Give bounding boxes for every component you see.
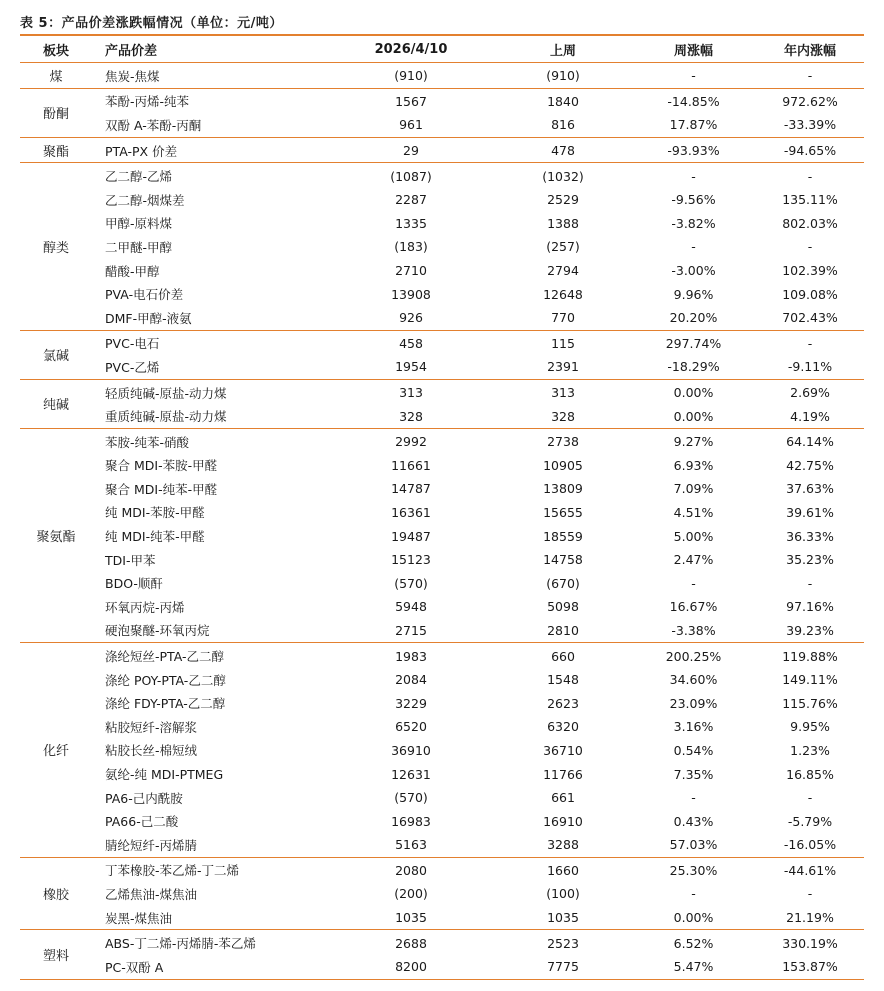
cell-weekly-change: -9.56% xyxy=(671,192,716,208)
cell-product: PA6-己内酰胺 xyxy=(105,790,183,806)
cell-product: PVA-电石价差 xyxy=(105,287,184,303)
cell-product: 乙二醇-烟煤差 xyxy=(105,192,185,208)
sector-group xyxy=(20,380,864,429)
cell-current: (570) xyxy=(394,575,428,591)
table-row xyxy=(92,282,864,306)
sector-name: 酚酮 xyxy=(42,107,69,123)
cell-product: 纯 MDI-纯苯-甲醛 xyxy=(105,529,205,545)
cell-product: 轻质纯碱-原盐-动力煤 xyxy=(105,385,227,401)
cell-ytd-change: 119.88% xyxy=(782,648,838,664)
sector-group xyxy=(20,643,864,857)
cell-current: 1335 xyxy=(395,215,427,231)
cell-last-week: 115 xyxy=(551,335,575,351)
cell-weekly-change: 7.35% xyxy=(673,766,714,782)
cell-current: 12631 xyxy=(391,766,431,782)
spread-table xyxy=(20,34,864,980)
table-row xyxy=(92,477,864,501)
cell-current: 16361 xyxy=(391,504,431,520)
table-row xyxy=(92,739,864,763)
table-row xyxy=(92,454,864,478)
cell-weekly-change: 0.54% xyxy=(673,742,714,758)
sector-name: 醇类 xyxy=(42,240,69,256)
cell-weekly-change: 9.96% xyxy=(673,286,714,302)
cell-product: 二甲醚-甲醇 xyxy=(105,239,173,255)
cell-product: 硬泡聚醚-环氧丙烷 xyxy=(105,623,210,639)
cell-ytd-change: 2.69% xyxy=(790,385,830,401)
table-row xyxy=(92,381,864,405)
cell-weekly-change: 9.27% xyxy=(673,434,714,450)
cell-ytd-change: 9.95% xyxy=(790,719,830,735)
sector-rows xyxy=(92,63,864,88)
cell-weekly-change: - xyxy=(691,168,696,184)
table-body xyxy=(20,63,864,980)
table-row xyxy=(92,139,864,163)
sector-group xyxy=(20,858,864,931)
cell-current: (183) xyxy=(394,239,428,255)
cell-last-week: 660 xyxy=(551,648,575,664)
cell-ytd-change: -94.65% xyxy=(783,143,837,159)
cell-product: 乙烯焦油-煤焦油 xyxy=(105,886,198,902)
table-row xyxy=(92,524,864,548)
table-row xyxy=(92,306,864,330)
table-row xyxy=(92,715,864,739)
cell-last-week: 11766 xyxy=(543,766,583,782)
cell-current: 36910 xyxy=(391,742,431,758)
cell-ytd-change: - xyxy=(807,68,813,84)
cell-product: 乙二醇-乙烯 xyxy=(105,169,173,185)
table-row xyxy=(92,164,864,188)
table-header xyxy=(20,36,864,63)
cell-last-week: 12648 xyxy=(543,286,583,302)
sector-name: 氯碱 xyxy=(42,349,69,365)
cell-last-week: 661 xyxy=(551,790,575,806)
cell-last-week: 313 xyxy=(551,385,575,401)
cell-weekly-change: -3.00% xyxy=(671,263,716,279)
cell-current: 2080 xyxy=(395,862,427,878)
header-last-week: 上周 xyxy=(549,43,576,59)
sector-group xyxy=(20,89,864,138)
cell-last-week: 7775 xyxy=(547,959,579,975)
cell-ytd-change: 1.23% xyxy=(790,742,830,758)
cell-ytd-change: 802.03% xyxy=(782,215,838,231)
sector-group xyxy=(20,429,864,643)
table-row xyxy=(92,882,864,906)
cell-ytd-change: -5.79% xyxy=(787,813,833,829)
cell-weekly-change: -14.85% xyxy=(667,93,720,109)
cell-product: PVC-电石 xyxy=(105,336,160,352)
cell-weekly-change: 0.00% xyxy=(673,385,714,401)
header-date: 2026/4/10 xyxy=(374,41,448,57)
cell-last-week: 2738 xyxy=(547,434,579,450)
table-row xyxy=(92,501,864,525)
cell-weekly-change: 4.51% xyxy=(673,504,714,520)
cell-current: 19487 xyxy=(391,528,431,544)
cell-ytd-change: - xyxy=(807,790,813,806)
cell-last-week: (910) xyxy=(546,68,580,84)
cell-product: 涤纶 FDY-PTA-乙二醇 xyxy=(105,696,226,712)
cell-product: PA66-己二酸 xyxy=(105,814,179,830)
table-row xyxy=(92,619,864,643)
cell-product: 丁苯橡胶-苯乙烯-丁二烯 xyxy=(105,863,240,879)
sector-name: 纯碱 xyxy=(42,398,69,414)
cell-ytd-change: - xyxy=(807,335,813,351)
table-row xyxy=(92,691,864,715)
sector-rows xyxy=(92,930,864,978)
cell-ytd-change: - xyxy=(807,239,813,255)
cell-last-week: 1840 xyxy=(547,93,579,109)
cell-product: 苯酚-丙烯-纯苯 xyxy=(105,94,190,110)
cell-current: (1087) xyxy=(390,168,432,184)
cell-weekly-change: 17.87% xyxy=(669,117,718,133)
cell-current: 1567 xyxy=(395,93,427,109)
cell-current: 1035 xyxy=(395,910,427,926)
table-row xyxy=(92,859,864,883)
cell-weekly-change: -3.38% xyxy=(671,622,716,638)
cell-last-week: 18559 xyxy=(543,528,583,544)
cell-product: 聚合 MDI-苯胺-甲醛 xyxy=(105,458,218,474)
cell-ytd-change: 153.87% xyxy=(782,959,838,975)
cell-last-week: 2391 xyxy=(547,359,579,375)
cell-last-week: 1388 xyxy=(547,215,579,231)
cell-weekly-change: 5.00% xyxy=(673,528,714,544)
table-row xyxy=(92,595,864,619)
cell-ytd-change: 135.11% xyxy=(782,192,838,208)
cell-ytd-change: 64.14% xyxy=(786,434,834,450)
cell-product: 醋酸-甲醇 xyxy=(105,263,160,279)
table-caption: 表 5：产品价差涨跌幅情况（单位：元/吨） xyxy=(20,16,283,31)
cell-last-week: 36710 xyxy=(543,742,583,758)
cell-ytd-change: 109.08% xyxy=(782,286,838,302)
header-weekly-change: 周涨幅 xyxy=(673,43,713,59)
cell-product: 粘胶短纤-溶解浆 xyxy=(105,719,198,735)
cell-last-week: 1035 xyxy=(547,910,579,926)
cell-product: PVC-乙烯 xyxy=(105,359,160,375)
cell-product: DMF-甲醇-液氨 xyxy=(105,310,192,326)
cell-last-week: (1032) xyxy=(542,168,584,184)
sector-group xyxy=(20,138,864,164)
sector-group xyxy=(20,331,864,380)
table-row xyxy=(92,833,864,857)
cell-ytd-change: 21.19% xyxy=(786,910,834,926)
cell-current: 313 xyxy=(399,385,423,401)
sector-rows xyxy=(92,331,864,379)
cell-last-week: 16910 xyxy=(543,813,583,829)
cell-product: 聚合 MDI-纯苯-甲醛 xyxy=(105,481,218,497)
cell-weekly-change: 23.09% xyxy=(669,695,718,711)
sector-group xyxy=(20,63,864,89)
cell-current: 458 xyxy=(399,335,423,351)
cell-weekly-change: 7.09% xyxy=(673,481,714,497)
cell-current: 1983 xyxy=(395,648,427,664)
cell-current: 3229 xyxy=(395,695,427,711)
cell-weekly-change: 6.52% xyxy=(673,935,714,951)
cell-weekly-change: 2.47% xyxy=(673,552,714,568)
cell-current: 5948 xyxy=(395,599,427,615)
cell-weekly-change: 25.30% xyxy=(669,862,718,878)
cell-product: 双酚 A-苯酚-丙酮 xyxy=(105,117,202,133)
cell-product: 环氧丙烷-丙烯 xyxy=(105,599,185,615)
table-row xyxy=(92,668,864,692)
cell-last-week: 1548 xyxy=(547,672,579,688)
cell-product: 氨纶-纯 MDI-PTMEG xyxy=(105,767,224,783)
sector-rows xyxy=(92,380,864,428)
cell-ytd-change: 16.85% xyxy=(786,766,834,782)
cell-current: 2710 xyxy=(395,263,427,279)
table-row xyxy=(92,235,864,259)
cell-last-week: 13809 xyxy=(543,481,583,497)
cell-current: 5163 xyxy=(395,837,427,853)
cell-ytd-change: -33.39% xyxy=(783,117,837,133)
table-row xyxy=(92,786,864,810)
cell-weekly-change: 200.25% xyxy=(665,648,722,664)
cell-ytd-change: 35.23% xyxy=(786,552,834,568)
header-ytd-change: 年内涨幅 xyxy=(783,43,836,59)
cell-current: 8200 xyxy=(395,959,427,975)
sector-rows xyxy=(92,858,864,930)
sector-name: 煤 xyxy=(49,69,63,85)
cell-current: 2688 xyxy=(395,935,427,951)
cell-ytd-change: 4.19% xyxy=(790,408,830,424)
cell-current: 14787 xyxy=(391,481,431,497)
cell-current: 11661 xyxy=(391,457,431,473)
cell-weekly-change: 34.60% xyxy=(669,672,718,688)
cell-product: BDO-顺酐 xyxy=(105,576,163,592)
cell-ytd-change: 42.75% xyxy=(786,457,834,473)
table-row xyxy=(92,64,864,88)
cell-product: 涤纶短丝-PTA-乙二醇 xyxy=(105,649,225,665)
table-row xyxy=(92,548,864,572)
cell-current: (570) xyxy=(394,790,428,806)
cell-weekly-change: 5.47% xyxy=(673,959,714,975)
cell-weekly-change: 16.67% xyxy=(669,599,718,615)
cell-product: 甲醇-原料煤 xyxy=(105,216,173,232)
cell-last-week: 2623 xyxy=(547,695,579,711)
cell-ytd-change: - xyxy=(807,168,813,184)
table-row xyxy=(92,355,864,379)
table-row xyxy=(92,113,864,137)
table-row xyxy=(92,809,864,833)
sector-name: 化纤 xyxy=(42,744,69,760)
cell-current: 6520 xyxy=(395,719,427,735)
cell-current: 2992 xyxy=(395,434,427,450)
cell-last-week: (670) xyxy=(546,575,580,591)
cell-last-week: 2529 xyxy=(547,192,579,208)
cell-ytd-change: 37.63% xyxy=(786,481,834,497)
cell-weekly-change: 57.03% xyxy=(669,837,718,853)
table-row xyxy=(92,188,864,212)
cell-last-week: 14758 xyxy=(543,552,583,568)
cell-weekly-change: - xyxy=(691,575,696,591)
cell-ytd-change: -9.11% xyxy=(787,359,833,375)
cell-current: 926 xyxy=(399,310,423,326)
table-row xyxy=(92,571,864,595)
cell-product: ABS-丁二烯-丙烯腈-苯乙烯 xyxy=(105,936,256,952)
cell-product: 苯胺-纯苯-硝酸 xyxy=(105,434,190,450)
cell-ytd-change: 39.61% xyxy=(786,504,834,520)
cell-ytd-change: 115.76% xyxy=(782,695,838,711)
cell-weekly-change: -18.29% xyxy=(667,359,720,375)
table-row xyxy=(92,404,864,428)
sector-group xyxy=(20,930,864,979)
cell-ytd-change: -16.05% xyxy=(783,837,837,853)
sector-group xyxy=(20,163,864,330)
cell-current: 29 xyxy=(403,143,419,159)
table-row xyxy=(92,430,864,454)
header-sector: 板块 xyxy=(42,43,69,59)
cell-ytd-change: 102.39% xyxy=(782,263,838,279)
cell-weekly-change: - xyxy=(691,790,696,806)
table-row xyxy=(92,212,864,236)
cell-last-week: 2810 xyxy=(547,622,579,638)
sector-name: 橡胶 xyxy=(42,887,69,903)
cell-last-week: 5098 xyxy=(547,599,579,615)
cell-current: 2715 xyxy=(395,622,427,638)
cell-ytd-change: 330.19% xyxy=(782,935,838,951)
cell-last-week: 478 xyxy=(551,143,575,159)
cell-weekly-change: -93.93% xyxy=(667,143,720,159)
cell-weekly-change: 20.20% xyxy=(669,310,718,326)
cell-ytd-change: 702.43% xyxy=(782,310,838,326)
header-product: 产品价差 xyxy=(105,43,158,59)
cell-current: 961 xyxy=(399,117,423,133)
cell-last-week: 2523 xyxy=(547,935,579,951)
cell-product: TDI-甲苯 xyxy=(105,552,156,568)
cell-last-week: 10905 xyxy=(543,457,583,473)
cell-weekly-change: 0.00% xyxy=(673,408,714,424)
cell-product: 重质纯碱-原盐-动力煤 xyxy=(105,409,227,425)
cell-product: 腈纶短纤-丙烯腈 xyxy=(105,837,198,853)
cell-weekly-change: 6.93% xyxy=(673,457,714,473)
table-row xyxy=(92,931,864,955)
cell-ytd-change: 39.23% xyxy=(786,622,834,638)
cell-current: 15123 xyxy=(391,552,431,568)
table-row xyxy=(92,90,864,114)
cell-ytd-change: 36.33% xyxy=(786,528,834,544)
table-row xyxy=(92,762,864,786)
cell-current: (910) xyxy=(394,68,428,84)
cell-last-week: (257) xyxy=(546,239,580,255)
cell-ytd-change: 149.11% xyxy=(782,672,838,688)
cell-current: 1954 xyxy=(395,359,427,375)
sector-rows xyxy=(92,89,864,137)
cell-current: 13908 xyxy=(391,286,431,302)
cell-product: PTA-PX 价差 xyxy=(105,143,178,159)
cell-weekly-change: 297.74% xyxy=(665,335,722,351)
cell-ytd-change: -44.61% xyxy=(783,862,837,878)
cell-product: PC-双酚 A xyxy=(105,959,164,975)
cell-last-week: (100) xyxy=(546,886,580,902)
cell-last-week: 2794 xyxy=(547,263,579,279)
sector-name: 聚氨酯 xyxy=(36,530,76,546)
cell-ytd-change: 972.62% xyxy=(782,93,838,109)
cell-weekly-change: 3.16% xyxy=(673,719,714,735)
cell-last-week: 770 xyxy=(551,310,575,326)
table-row xyxy=(92,644,864,668)
cell-weekly-change: 0.00% xyxy=(673,910,714,926)
cell-last-week: 816 xyxy=(551,117,575,133)
sector-rows xyxy=(92,643,864,856)
cell-current: 16983 xyxy=(391,813,431,829)
table-row xyxy=(92,955,864,979)
sector-name: 聚酯 xyxy=(42,144,69,160)
cell-product: 粘胶长丝-棉短绒 xyxy=(105,743,198,759)
cell-last-week: 15655 xyxy=(543,504,583,520)
sector-rows xyxy=(92,163,864,329)
cell-last-week: 1660 xyxy=(547,862,579,878)
cell-product: 炭黑-煤焦油 xyxy=(105,910,173,926)
cell-ytd-change: - xyxy=(807,575,813,591)
cell-current: 2084 xyxy=(395,672,427,688)
sector-rows xyxy=(92,429,864,642)
cell-product: 涤纶 POY-PTA-乙二醇 xyxy=(105,672,226,688)
cell-weekly-change: - xyxy=(691,239,696,255)
table-row xyxy=(92,332,864,356)
cell-weekly-change: -3.82% xyxy=(671,215,716,231)
cell-weekly-change: - xyxy=(691,886,696,902)
sector-rows xyxy=(92,138,864,163)
cell-last-week: 6320 xyxy=(547,719,579,735)
cell-last-week: 328 xyxy=(551,408,575,424)
table-row xyxy=(92,906,864,930)
cell-current: 2287 xyxy=(395,192,427,208)
cell-current: (200) xyxy=(394,886,428,902)
cell-ytd-change: 97.16% xyxy=(786,599,834,615)
cell-current: 328 xyxy=(399,408,423,424)
table-row xyxy=(92,259,864,283)
cell-ytd-change: - xyxy=(807,886,813,902)
cell-last-week: 3288 xyxy=(547,837,579,853)
cell-product: 纯 MDI-苯胺-甲醛 xyxy=(105,505,205,521)
cell-weekly-change: - xyxy=(691,68,696,84)
cell-product: 焦炭-焦煤 xyxy=(105,68,160,84)
sector-name: 塑料 xyxy=(42,948,69,964)
cell-weekly-change: 0.43% xyxy=(673,813,714,829)
